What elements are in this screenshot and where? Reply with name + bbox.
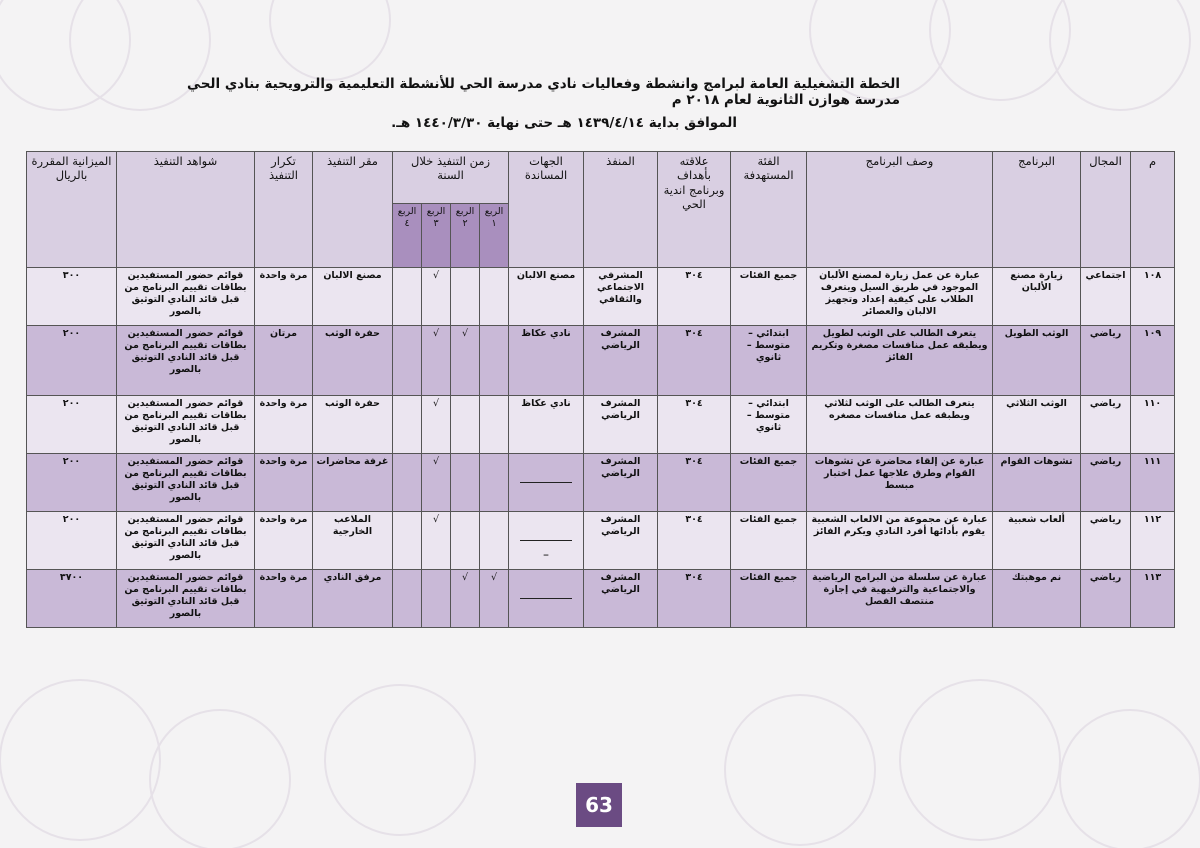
cell-text: قوائم حضور المستفيدين بطاقات تقييم البرنامج من قبل قائد النادي التوثيق بالصور: [124, 514, 247, 561]
cell-category: [731, 570, 807, 628]
cell-text: المشرف الرياضي: [600, 572, 641, 595]
cell-q3: [422, 326, 451, 396]
cell-text: ١٠٨: [1143, 270, 1162, 281]
cell-budget: [27, 268, 117, 326]
cell-q3: [422, 570, 451, 628]
table-row: [27, 512, 1175, 570]
cell-location: [313, 512, 393, 570]
cell-relation: [658, 268, 731, 326]
plan-table-body: [27, 268, 1175, 628]
cell-text: ٢٠٠: [62, 456, 81, 467]
cell-location: [313, 268, 393, 326]
cell-text: ٣٠٤: [685, 456, 703, 467]
cell-q2: [451, 396, 480, 454]
cell-q2: [451, 454, 480, 512]
cell-text: تشوهات القوام: [1000, 456, 1073, 467]
cell-q1: [480, 512, 509, 570]
cell-q3: [422, 454, 451, 512]
cell-text: نم موهبتك: [1011, 572, 1062, 583]
document-subtitle: الموافق بداية ١٤٣٩/٤/١٤ هـ حتى نهاية ١٤٤٠/٣/٣٠ هـ.: [391, 115, 737, 131]
cell-location: [313, 396, 393, 454]
cell-supporters: [509, 454, 584, 512]
cell-text: عبارة عن عمل زيارة لمصنع الألبان الموجود في طريق السيل ويتعرف الطلاب على كيفية إعداد وتجهيز الالبان والعصائر: [819, 270, 980, 317]
cell-q4: [393, 326, 422, 396]
cell-category: [731, 326, 807, 396]
cell-description: [807, 326, 993, 396]
header-budget: الميزانية المقررة بالريال: [27, 152, 117, 268]
cell-text: ١٠٩: [1143, 328, 1162, 339]
cell-supporters: [509, 570, 584, 628]
cell-text: الوثب الثلاثي: [1006, 398, 1067, 409]
cell-q1: [480, 326, 509, 396]
cell-text: مرة واحدة: [259, 398, 308, 409]
cell-supporters: [509, 326, 584, 396]
cell-text: الملاعب الخارجية: [332, 514, 373, 537]
cell-text: _: [543, 544, 549, 556]
cell-program: [993, 454, 1081, 512]
cell-text: √: [432, 514, 440, 525]
table-row: [27, 326, 1175, 396]
cell-text: رياضي: [1089, 572, 1122, 583]
cell-text: ٢٠٠: [62, 398, 81, 409]
table-row: [27, 454, 1175, 512]
cell-relation: [658, 570, 731, 628]
cell-text: ٣٠٤: [685, 514, 703, 525]
blank-line: [520, 598, 572, 599]
cell-budget: [27, 512, 117, 570]
cell-text: √: [490, 572, 498, 583]
cell-budget: [27, 454, 117, 512]
cell-text: ٣٠٤: [685, 328, 703, 339]
cell-executor: [584, 512, 658, 570]
cell-category: [731, 454, 807, 512]
cell-field: [1081, 268, 1131, 326]
cell-evidence: [117, 396, 255, 454]
cell-frequency: [255, 570, 313, 628]
cell-text: المشرفي الاجتماعي والثقافي: [596, 270, 645, 305]
cell-relation: [658, 512, 731, 570]
cell-text: √: [432, 456, 440, 467]
cell-text: رياضي: [1089, 456, 1122, 467]
cell-text: ١١١: [1143, 456, 1162, 467]
cell-q1: [480, 268, 509, 326]
header-relation: علاقته بأهداف وبرنامج اندية الحي: [658, 152, 731, 268]
cell-text: يتعرف الطالب على الوثب لطويل ويطبقه عمل منافسات مصغرة وتكريم الفائز: [811, 328, 988, 363]
cell-text: مرة واحدة: [259, 270, 308, 281]
cell-q4: [393, 570, 422, 628]
header-quarter-4: الربع ٤: [393, 204, 422, 268]
cell-location: [313, 454, 393, 512]
cell-text: عبارة عن سلسلة من البرامج الرياضية والاجتماعية والترفيهية في إجازة منتصف الفصل: [812, 572, 987, 607]
cell-program: [993, 512, 1081, 570]
cell-relation: [658, 326, 731, 396]
cell-frequency: [255, 268, 313, 326]
cell-text: √: [432, 398, 440, 409]
header-description: وصف البرنامج: [807, 152, 993, 268]
cell-field: [1081, 570, 1131, 628]
blank-line: [520, 482, 572, 483]
cell-text: ٣٠٠: [62, 270, 81, 281]
table-row: [27, 570, 1175, 628]
cell-text: حفرة الوثب: [325, 328, 380, 339]
cell-text: قوائم حضور المستفيدين بطاقات تقييم البرنامج من قبل قائد النادي التوثيق بالصور: [124, 328, 247, 375]
cell-text: المشرف الرياضي: [600, 328, 641, 351]
cell-executor: [584, 396, 658, 454]
cell-field: [1081, 396, 1131, 454]
cell-text: قوائم حضور المستفيدين بطاقات تقييم البرنامج من قبل قائد النادي التوثيق بالصور: [124, 572, 247, 619]
cell-location: [313, 570, 393, 628]
cell-text: عبارة عن مجموعة من الالعاب الشعبية يقوم بأدائها أفرد النادي ويكرم الفائز: [811, 514, 988, 537]
cell-description: [807, 396, 993, 454]
cell-text: رياضي: [1089, 328, 1122, 339]
cell-text: مرفق النادي: [323, 572, 382, 583]
header-num: م: [1131, 152, 1175, 268]
cell-text: مرتان: [269, 328, 298, 339]
cell-text: ٢٠٠: [62, 328, 81, 339]
header-program: البرنامج: [993, 152, 1081, 268]
cell-num: [1131, 396, 1175, 454]
cell-text: حفرة الوثب: [325, 398, 380, 409]
cell-num: [1131, 454, 1175, 512]
cell-location: [313, 326, 393, 396]
cell-program: [993, 570, 1081, 628]
cell-category: [731, 512, 807, 570]
cell-frequency: [255, 512, 313, 570]
cell-budget: [27, 326, 117, 396]
cell-budget: [27, 396, 117, 454]
cell-executor: [584, 268, 658, 326]
cell-text: √: [432, 270, 440, 281]
cell-text: ٣٠٤: [685, 270, 703, 281]
cell-q1: [480, 454, 509, 512]
header-period: زمن التنفيذ خلال السنة: [393, 152, 509, 204]
cell-text: غرفة محاضرات: [316, 456, 389, 467]
cell-q3: [422, 396, 451, 454]
cell-frequency: [255, 326, 313, 396]
cell-program: [993, 268, 1081, 326]
cell-category: [731, 396, 807, 454]
cell-evidence: [117, 570, 255, 628]
header-location: مقر التنفيذ: [313, 152, 393, 268]
cell-text: المشرف الرياضي: [600, 398, 641, 421]
cell-text: يتعرف الطالب على الوثب لثلاثي ويطبقه عمل منافسات مصغره: [824, 398, 975, 421]
header-executor: المنفذ: [584, 152, 658, 268]
cell-q3: [422, 268, 451, 326]
cell-text: جميع الفئات: [739, 456, 798, 467]
cell-relation: [658, 454, 731, 512]
cell-text: ١١٣: [1143, 572, 1162, 583]
cell-text: مصنع الالبان: [323, 270, 382, 281]
blank-line: [520, 540, 572, 541]
header-category: الفئة المستهدفة: [731, 152, 807, 268]
cell-text: √: [461, 572, 469, 583]
cell-text: ١١٠: [1143, 398, 1162, 409]
cell-q2: [451, 570, 480, 628]
cell-supporters: [509, 512, 584, 570]
cell-frequency: [255, 454, 313, 512]
cell-field: [1081, 454, 1131, 512]
cell-q3: [422, 512, 451, 570]
cell-text: مرة واحدة: [259, 456, 308, 467]
header-frequency: تكرار التنفيذ: [255, 152, 313, 268]
cell-text: اجتماعي: [1085, 270, 1126, 281]
cell-text: جميع الفئات: [739, 572, 798, 583]
cell-text: ٣٠٤: [685, 398, 703, 409]
cell-evidence: [117, 454, 255, 512]
cell-q2: [451, 326, 480, 396]
cell-q1: [480, 396, 509, 454]
cell-text: قوائم حضور المستفيدين بطاقات تقييم البرنامج من قبل قائد النادي التوثيق بالصور: [124, 456, 247, 503]
cell-relation: [658, 396, 731, 454]
cell-category: [731, 268, 807, 326]
cell-supporters: [509, 396, 584, 454]
cell-frequency: [255, 396, 313, 454]
header-quarter-2: الربع ٢: [451, 204, 480, 268]
cell-q2: [451, 512, 480, 570]
document-title: الخطة التشغيلية العامة لبرامج وانشطة وفعاليات نادي مدرسة الحي للأنشطة التعليمية والترويحية بنادي الحي مدرسة هوازن الثانوية لعام ٢٠١٨ م: [187, 76, 900, 108]
cell-q4: [393, 268, 422, 326]
cell-field: [1081, 512, 1131, 570]
cell-text: قوائم حضور المستفيدين بطاقات تقييم البرنامج من قبل قائد النادي التوثيق بالصور: [124, 398, 247, 445]
cell-text: رياضي: [1089, 514, 1122, 525]
cell-text: المشرف الرياضي: [600, 456, 641, 479]
cell-q4: [393, 396, 422, 454]
cell-text: ١١٢: [1143, 514, 1162, 525]
cell-text: جميع الفئات: [739, 514, 798, 525]
cell-executor: [584, 326, 658, 396]
cell-text: ابتدائي – متوسط – ثانوي: [746, 328, 791, 363]
cell-text: نادي عكاظ: [521, 328, 571, 339]
cell-text: عبارة عن إلقاء محاضرة عن تشوهات القوام وطرق علاجها عمل اختبار مبسط: [814, 456, 985, 491]
header-field: المجال: [1081, 152, 1131, 268]
cell-evidence: [117, 326, 255, 396]
header-quarter-3: الربع ٣: [422, 204, 451, 268]
cell-text: المشرف الرياضي: [600, 514, 641, 537]
cell-text: ألعاب شعبية: [1008, 514, 1065, 525]
cell-text: ٢٠٠: [62, 514, 81, 525]
cell-q1: [480, 570, 509, 628]
cell-field: [1081, 326, 1131, 396]
cell-budget: [27, 570, 117, 628]
cell-text: رياضي: [1089, 398, 1122, 409]
cell-description: [807, 268, 993, 326]
cell-text: ٣٧٠٠: [59, 572, 84, 583]
cell-q4: [393, 454, 422, 512]
header-evidence: شواهد التنفيذ: [117, 152, 255, 268]
cell-evidence: [117, 512, 255, 570]
page-number: 63: [576, 783, 622, 827]
cell-text: الوثب الطويل: [1004, 328, 1069, 339]
cell-num: [1131, 570, 1175, 628]
cell-num: [1131, 512, 1175, 570]
cell-supporters: [509, 268, 584, 326]
cell-text: √: [432, 328, 440, 339]
cell-executor: [584, 454, 658, 512]
cell-program: [993, 326, 1081, 396]
cell-text: نادي عكاظ: [521, 398, 571, 409]
cell-q4: [393, 512, 422, 570]
header-quarter-1: الربع ١: [480, 204, 509, 268]
cell-text: ٣٠٤: [685, 572, 703, 583]
cell-text: ابتدائي – متوسط – ثانوي: [746, 398, 791, 433]
cell-text: مرة واحدة: [259, 572, 308, 583]
cell-description: [807, 454, 993, 512]
cell-program: [993, 396, 1081, 454]
cell-text: مرة واحدة: [259, 514, 308, 525]
cell-description: [807, 570, 993, 628]
plan-table: [26, 151, 1175, 628]
table-row: [27, 396, 1175, 454]
cell-num: [1131, 268, 1175, 326]
header-supporters: الجهات المساندة: [509, 152, 584, 268]
cell-text: جميع الفئات: [739, 270, 798, 281]
cell-text: √: [461, 328, 469, 339]
cell-num: [1131, 326, 1175, 396]
cell-text: قوائم حضور المستفيدين بطاقات تقييم البرنامج من قبل قائد النادي التوثيق بالصور: [124, 270, 247, 317]
table-row: [27, 268, 1175, 326]
cell-text: مصنع الالبان: [516, 270, 576, 281]
cell-executor: [584, 570, 658, 628]
cell-evidence: [117, 268, 255, 326]
cell-text: زيارة مصنع الألبان: [1010, 270, 1063, 293]
cell-q2: [451, 268, 480, 326]
cell-description: [807, 512, 993, 570]
